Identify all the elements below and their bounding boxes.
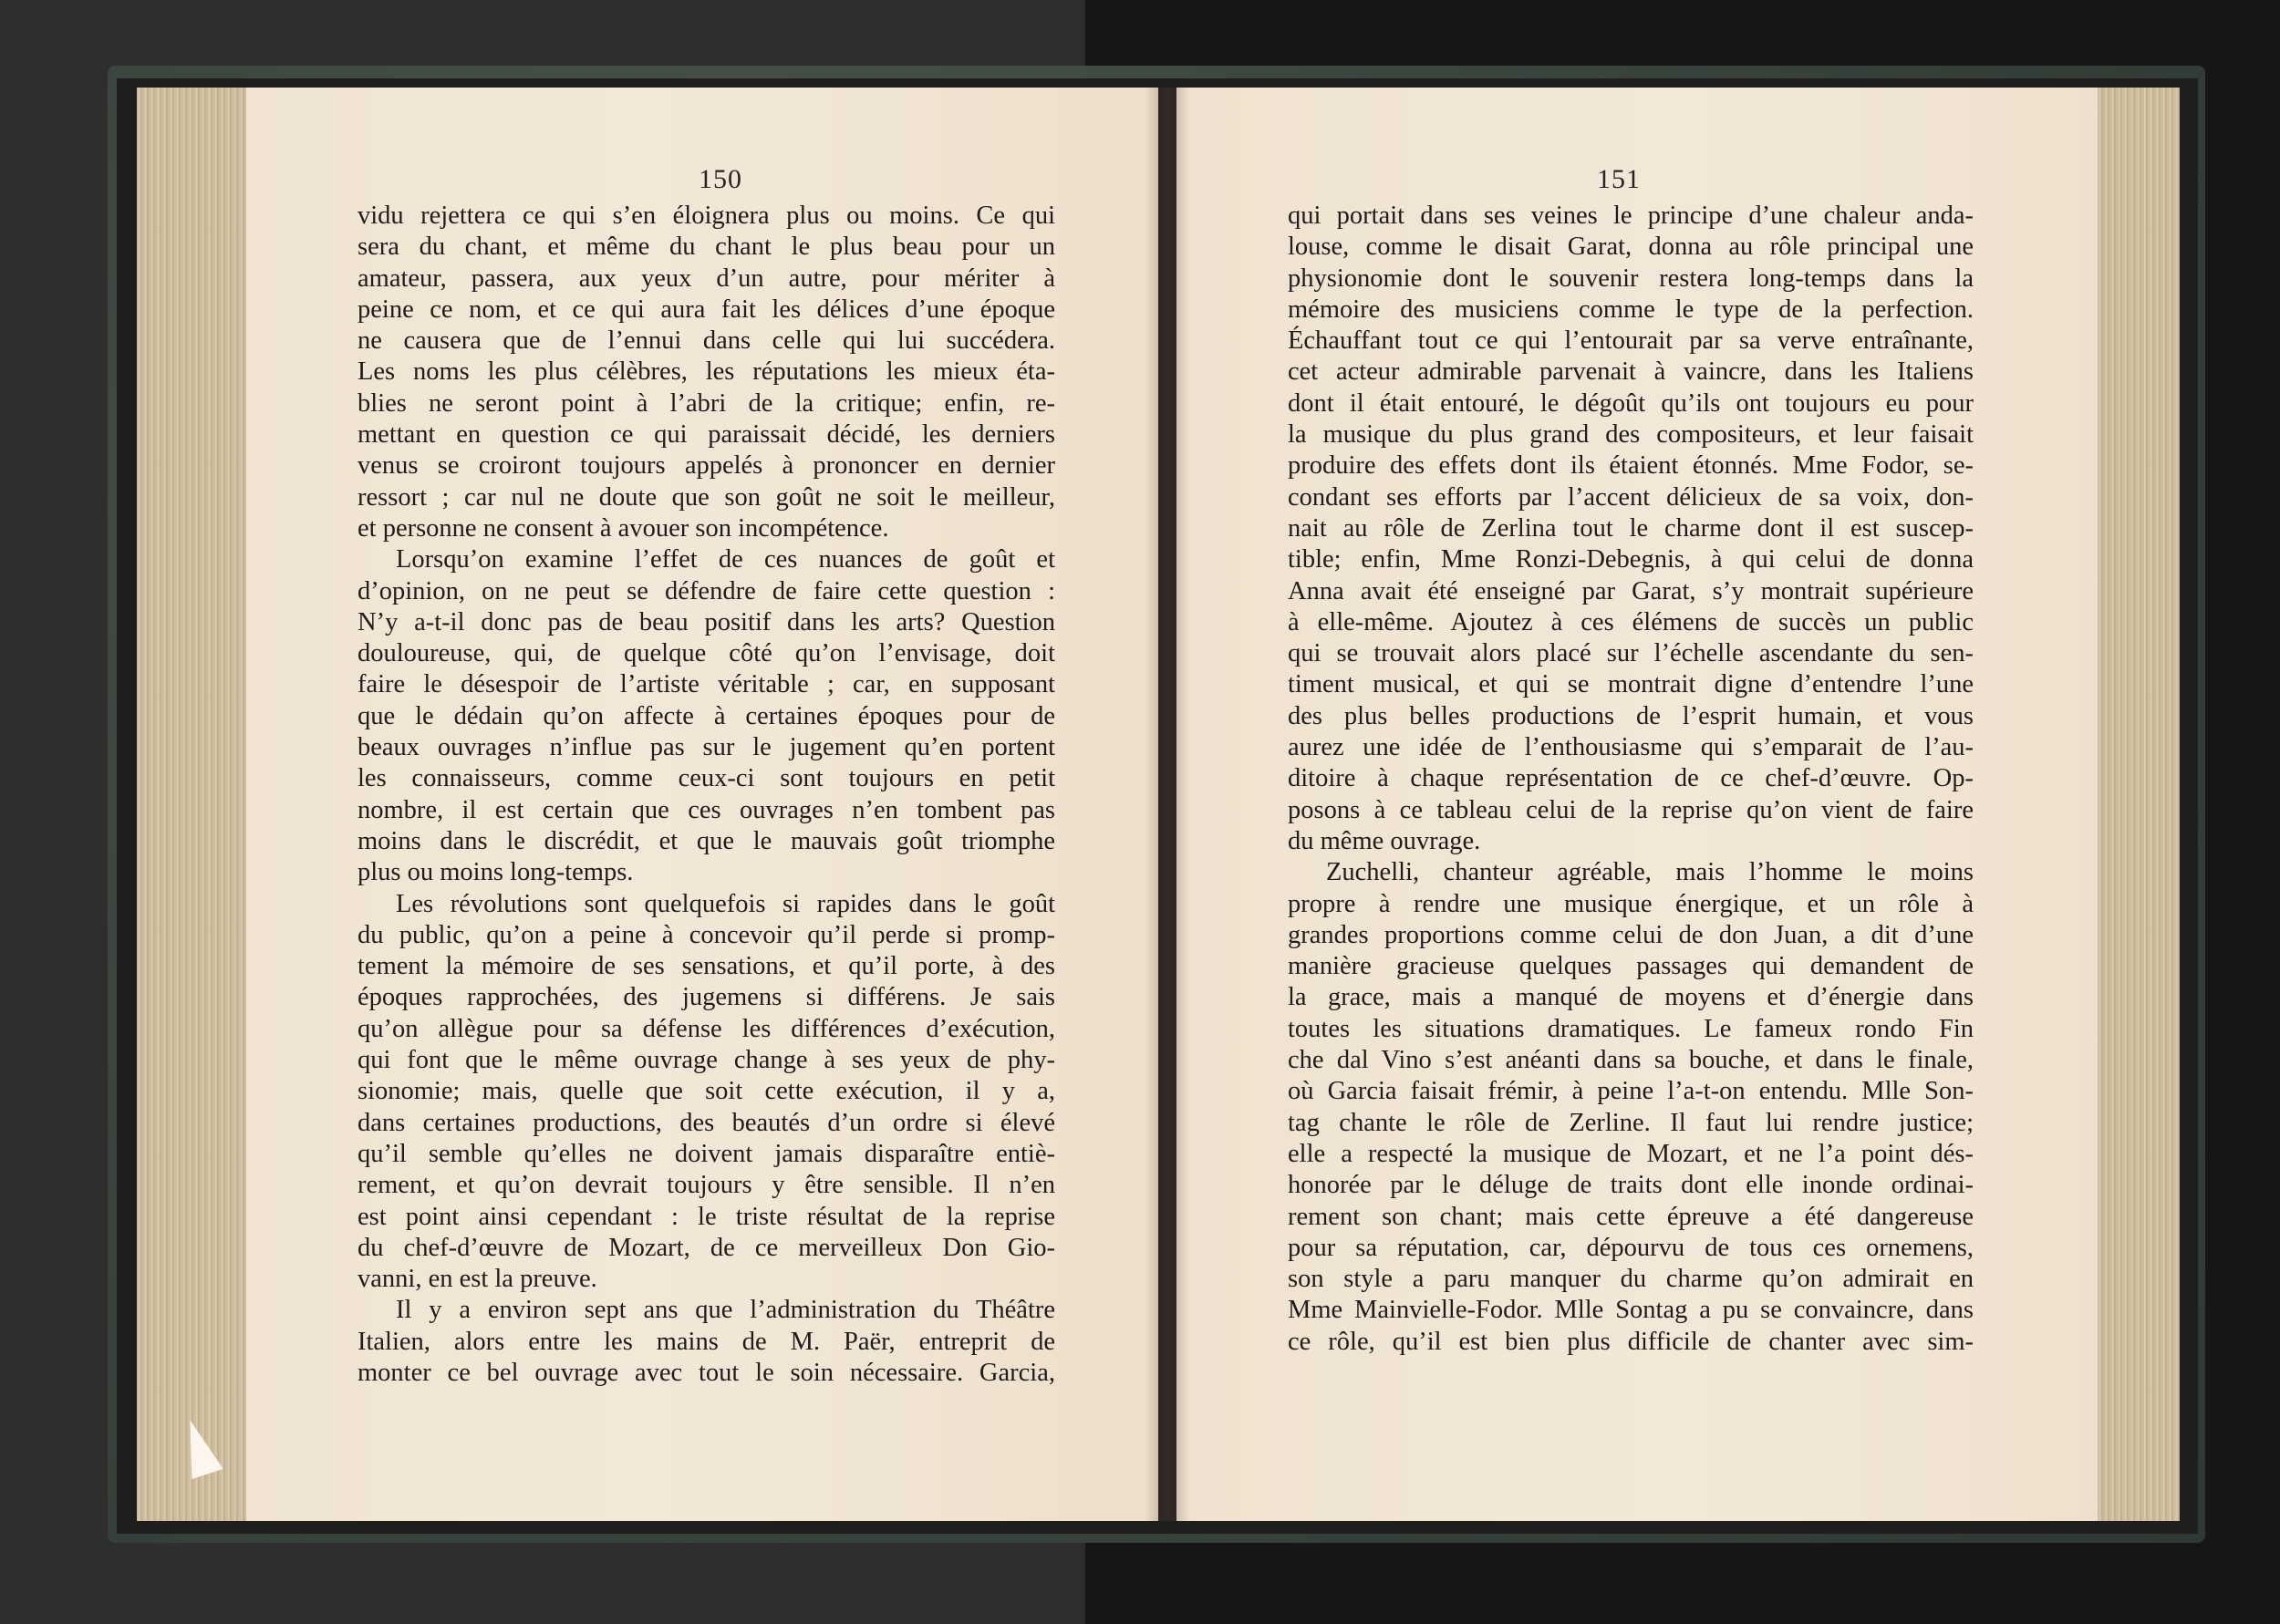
right-page-number: 151 bbox=[1597, 164, 1641, 194]
text-line: venus se croiront toujours appelés à prononcer en dernier bbox=[358, 451, 1055, 481]
left-page-number: 150 bbox=[699, 164, 742, 194]
text-line: Anna avait été enseigné par Garat, s’y montrait supérieure bbox=[1288, 576, 1974, 605]
text-line: du chef-d’œuvre de Mozart, de ce merveilleux Don Gio- bbox=[358, 1233, 1055, 1262]
left-page-text bbox=[358, 201, 1055, 1404]
text-line: que le dédain qu’on affecte à certaines époques pour de bbox=[358, 701, 1055, 730]
text-line: Il y a environ sept ans que l’administration du Théâtre bbox=[396, 1296, 1055, 1325]
text-line: faire le désespoir de l’artiste véritable ; car, en supposant bbox=[358, 670, 1055, 699]
text-line: époques rapprochées, des jugemens si différens. Je sais bbox=[358, 983, 1055, 1012]
text-line: che dal Vino s’est anéanti dans sa bouche, et dans le finale, bbox=[1288, 1046, 1974, 1075]
text-line: tag chante le rôle de Zerline. Il faut lui rendre justice; bbox=[1288, 1108, 1974, 1137]
text-line: Les révolutions sont quelquefois si rapides dans le goût bbox=[396, 889, 1055, 918]
text-line: mémoire des musiciens comme le type de la perfection. bbox=[1288, 295, 1974, 324]
text-line: sera du chant, et même du chant le plus beau pour un bbox=[358, 233, 1055, 262]
text-line: où Garcia faisait frémir, à peine l’a-t-on entendu. Mlle Son- bbox=[1288, 1077, 1974, 1106]
text-line: moins dans le discrédit, et que le mauvais goût triomphe bbox=[358, 826, 1055, 855]
text-line: ce rôle, qu’il est bien plus difficile de chanter avec sim- bbox=[1288, 1327, 1974, 1356]
text-line: qui portait dans ses veines le principe d’une chaleur anda- bbox=[1288, 202, 1974, 230]
text-line: beaux ouvrages n’influe pas sur le jugement qu’en portent bbox=[358, 733, 1055, 762]
text-line: elle a respecté la musique de Mozart, et ne l’a point dés- bbox=[1288, 1139, 1974, 1168]
text-line: vanni, en est la preuve. bbox=[358, 1265, 597, 1294]
text-line: monter ce bel ouvrage avec tout le soin nécessaire. Garcia, bbox=[358, 1358, 1055, 1387]
text-line: qui font que le même ouvrage change à ses yeux de phy- bbox=[358, 1046, 1055, 1075]
text-line: rement, et qu’on devrait toujours y être sensible. Il n’en bbox=[358, 1171, 1055, 1200]
text-line: louse, comme le disait Garat, donna au rôle principal une bbox=[1288, 233, 1974, 262]
text-line: des plus belles productions de l’esprit humain, et vous bbox=[1288, 701, 1974, 730]
text-line: Lorsqu’on examine l’effet de ces nuances de goût et bbox=[396, 545, 1055, 574]
text-line: ne causera que de l’ennui dans celle qui lui succédera. bbox=[358, 326, 1055, 356]
book-gutter bbox=[1145, 88, 1190, 1521]
text-line: douloureuse, qui, de quelque côté qu’on l’envisage, doit bbox=[358, 639, 1055, 668]
text-line: la musique du plus grand des compositeurs, et leur faisait bbox=[1288, 420, 1974, 450]
text-line: est point ainsi cependant : le triste résultat de la reprise bbox=[358, 1202, 1055, 1231]
text-line: son style a paru manquer du charme qu’on admirait en bbox=[1288, 1265, 1974, 1294]
text-line: honorée par le déluge de traits dont elle inonde ordinai- bbox=[1288, 1171, 1974, 1200]
text-line: du même ouvrage. bbox=[1288, 826, 1481, 855]
text-line: propre à rendre une musique énergique, et un rôle à bbox=[1288, 889, 1974, 918]
text-line: produire des effets dont ils étaient étonnés. Mme Fodor, se- bbox=[1288, 451, 1974, 481]
text-line: Italien, alors entre les mains de M. Paër, entreprit de bbox=[358, 1327, 1055, 1356]
text-line: les connaisseurs, comme ceux-ci sont toujours en petit bbox=[358, 764, 1055, 793]
text-line: qu’on allègue pour sa défense les différences d’exécution, bbox=[358, 1014, 1055, 1043]
text-line: cet acteur admirable parvenait à vaincre, dans les Italiens bbox=[1288, 357, 1974, 387]
text-line: et personne ne consent à avouer son incompétence. bbox=[358, 513, 889, 543]
right-page-edges bbox=[2098, 88, 2180, 1521]
text-line: dont il était entouré, le dégoût qu’ils ont toujours eu pour bbox=[1288, 388, 1974, 418]
text-line: qu’il semble qu’elles ne doivent jamais disparaître entiè- bbox=[358, 1139, 1055, 1168]
text-line: sionomie; mais, quelle que soit cette exécution, il y a, bbox=[358, 1077, 1055, 1106]
text-line: ditoire à chaque représentation de ce chef-d’œuvre. Op- bbox=[1288, 764, 1974, 793]
text-line: vidu rejettera ce qui s’en éloignera plus ou moins. Ce qui bbox=[358, 202, 1055, 230]
text-line: manière gracieuse quelques passages qui demandent de bbox=[1288, 952, 1974, 981]
text-line: physionomie dont le souvenir restera long-temps dans la bbox=[1288, 264, 1974, 293]
text-line: du public, qu’on a peine à concevoir qu’il perde si promp- bbox=[358, 920, 1055, 949]
text-line: dans certaines productions, des beautés d’un ordre si élevé bbox=[358, 1108, 1055, 1137]
text-line: à elle-même. Ajoutez à ces élémens de succès un public bbox=[1288, 607, 1974, 636]
text-line: nombre, il est certain que ces ouvrages n’en tombent pas bbox=[358, 795, 1055, 824]
text-line: la grace, mais a manqué de moyens et d’énergie dans bbox=[1288, 983, 1974, 1012]
text-line: mettant en question ce qui paraissait décidé, les derniers bbox=[358, 420, 1055, 450]
text-line: d’opinion, on ne peut se défendre de faire cette question : bbox=[358, 576, 1055, 605]
text-line: tible; enfin, Mme Ronzi-Debegnis, à qui celui de donna bbox=[1288, 545, 1974, 574]
text-line: timent musical, et qui se montrait digne d’entendre l’une bbox=[1288, 670, 1974, 699]
text-line: Zuchelli, chanteur agréable, mais l’homme le moins bbox=[1326, 858, 1974, 887]
text-line: nait au rôle de Zerlina tout le charme dont il est suscep- bbox=[1288, 513, 1974, 543]
text-line: Mme Mainvielle-Fodor. Mlle Sontag a pu se convaincre, dans bbox=[1288, 1296, 1974, 1325]
text-line: pour sa réputation, car, dépourvu de tous ces ornemens, bbox=[1288, 1233, 1974, 1262]
text-line: plus ou moins long-temps. bbox=[358, 858, 634, 887]
text-line: tement la mémoire de ses sensations, et qu’il porte, à des bbox=[358, 952, 1055, 981]
text-line: toutes les situations dramatiques. Le fameux rondo Fin bbox=[1288, 1014, 1974, 1043]
text-line: N’y a-t-il donc pas de beau positif dans les arts? Question bbox=[358, 607, 1055, 636]
text-line: amateur, passera, aux yeux d’un autre, pour mériter à bbox=[358, 264, 1055, 293]
text-line: ressort ; car nul ne doute que son goût ne soit le meilleur, bbox=[358, 482, 1055, 512]
text-line: peine ce nom, et ce qui aura fait les délices d’une époque bbox=[358, 295, 1055, 324]
text-line: Échauffant tout ce qui l’entourait par sa verve entraînante, bbox=[1288, 326, 1974, 356]
text-line: blies ne seront point à l’abri de la critique; enfin, re- bbox=[358, 388, 1055, 418]
text-line: aurez une idée de l’enthousiasme qui s’emparait de l’au- bbox=[1288, 733, 1974, 762]
text-line: qui se trouvait alors placé sur l’échelle ascendante du sen- bbox=[1288, 639, 1974, 668]
text-line: condant ses efforts par l’accent délicieux de sa voix, don- bbox=[1288, 482, 1974, 512]
left-page-edges bbox=[137, 88, 246, 1521]
right-page-text bbox=[1288, 201, 1974, 1404]
text-line: Les noms les plus célèbres, les réputations les mieux éta- bbox=[358, 357, 1055, 387]
text-line: posons à ce tableau celui de la reprise qu’on vient de faire bbox=[1288, 795, 1974, 824]
text-line: rement son chant; mais cette épreuve a été dangereuse bbox=[1288, 1202, 1974, 1231]
text-line: grandes proportions comme celui de don Juan, a dit d’une bbox=[1288, 920, 1974, 949]
